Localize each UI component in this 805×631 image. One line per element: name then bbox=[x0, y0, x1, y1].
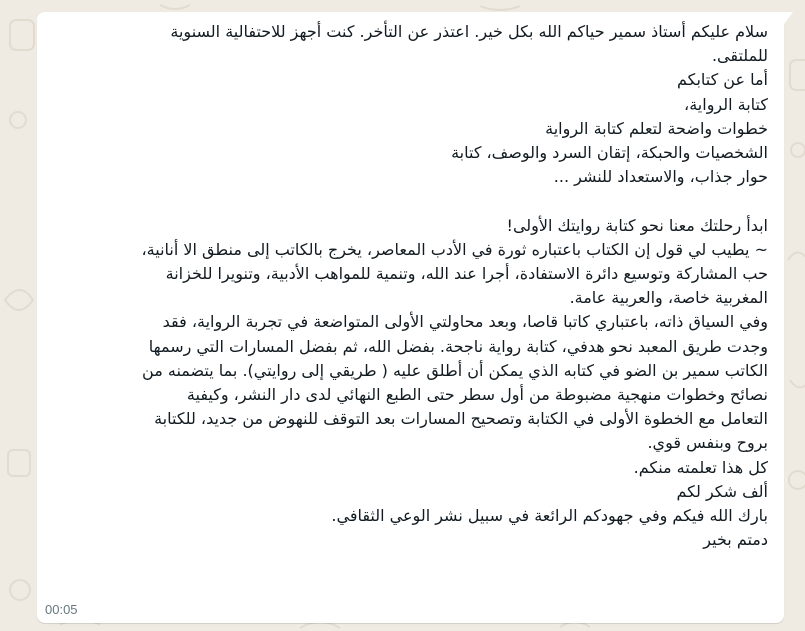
message-line: كتابة الرواية، bbox=[684, 94, 768, 114]
message-line: بروح وبنفس قوي. bbox=[647, 433, 768, 453]
message-line: أما عن كتابكم bbox=[676, 70, 768, 90]
message-line: الكاتب سمير بن الضو في كتابه الذي يمكن أن أطلق عليه ( طريقي إلى روايتي). بما يتضمنه من bbox=[142, 360, 768, 380]
bubble-tail bbox=[784, 12, 793, 24]
message-line: حب المشاركة وتوسيع دائرة الاستفادة، أجرا عند الله، وتنمية للمواهب الأدبية، وتنويرا للخزانة bbox=[165, 264, 768, 284]
message-line: الشخصيات والحبكة، إتقان السرد والوصف، كتابة bbox=[451, 143, 768, 163]
message-line: كل هذا تعلمته منكم. bbox=[633, 457, 768, 477]
message-text bbox=[53, 20, 768, 552]
message-line: وفي السياق ذاته، باعتباري كاتبا قاصا، وبعد محاولتي الأولى المتواضعة في تجربة الرواية، فقد bbox=[162, 312, 768, 332]
message-line: خطوات واضحة لتعلم كتابة الرواية bbox=[545, 118, 768, 138]
message-line: التعامل مع الخطوة الأولى في الكتابة وتصحيح المسارات بعد التوقف للنهوض من جديد، للكتابة bbox=[154, 409, 768, 429]
message-line: ~ يطيب لي قول إن الكتاب باعتباره ثورة في الأدب المعاصر، يخرج بالكاتب إلى منطق الا أنانية، bbox=[141, 239, 768, 259]
message-line: سلام عليكم أستاذ سمير حياكم الله بكل خير. اعتذر عن التأخر. كنت أجهز للاحتفالية السنوية bbox=[170, 22, 768, 41]
message-line: حوار جذاب، والاستعداد للنشر ... bbox=[553, 167, 768, 187]
message-line: دمتم بخير bbox=[703, 530, 768, 550]
message-line: نصائح وخطوات منهجية مضبوطة من أول سطر حتى الطبع النهائي لدى دار النشر، وكيفية bbox=[186, 385, 768, 405]
message-line bbox=[53, 189, 768, 213]
message-line: بارك الله فيكم وفي جهودكم الرائعة في سبيل نشر الوعي الثقافي. bbox=[331, 506, 768, 526]
message-line: ابدأ رحلتك معنا نحو كتابة روايتك الأولى! bbox=[506, 215, 768, 235]
message-line: المغربية خاصة، والعربية عامة. bbox=[569, 288, 768, 308]
message-bubble[interactable] bbox=[37, 12, 784, 623]
message-line: للملتقى. bbox=[711, 46, 768, 66]
message-line: ألف شكر لكم bbox=[676, 481, 768, 501]
message-line: وجدت طريق المعبد نحو هدفي، كتابة رواية ناجحة. بفضل الله، ثم بفضل المسارات التي رسمها bbox=[148, 336, 768, 356]
message-timestamp: 00:05 bbox=[45, 602, 78, 617]
